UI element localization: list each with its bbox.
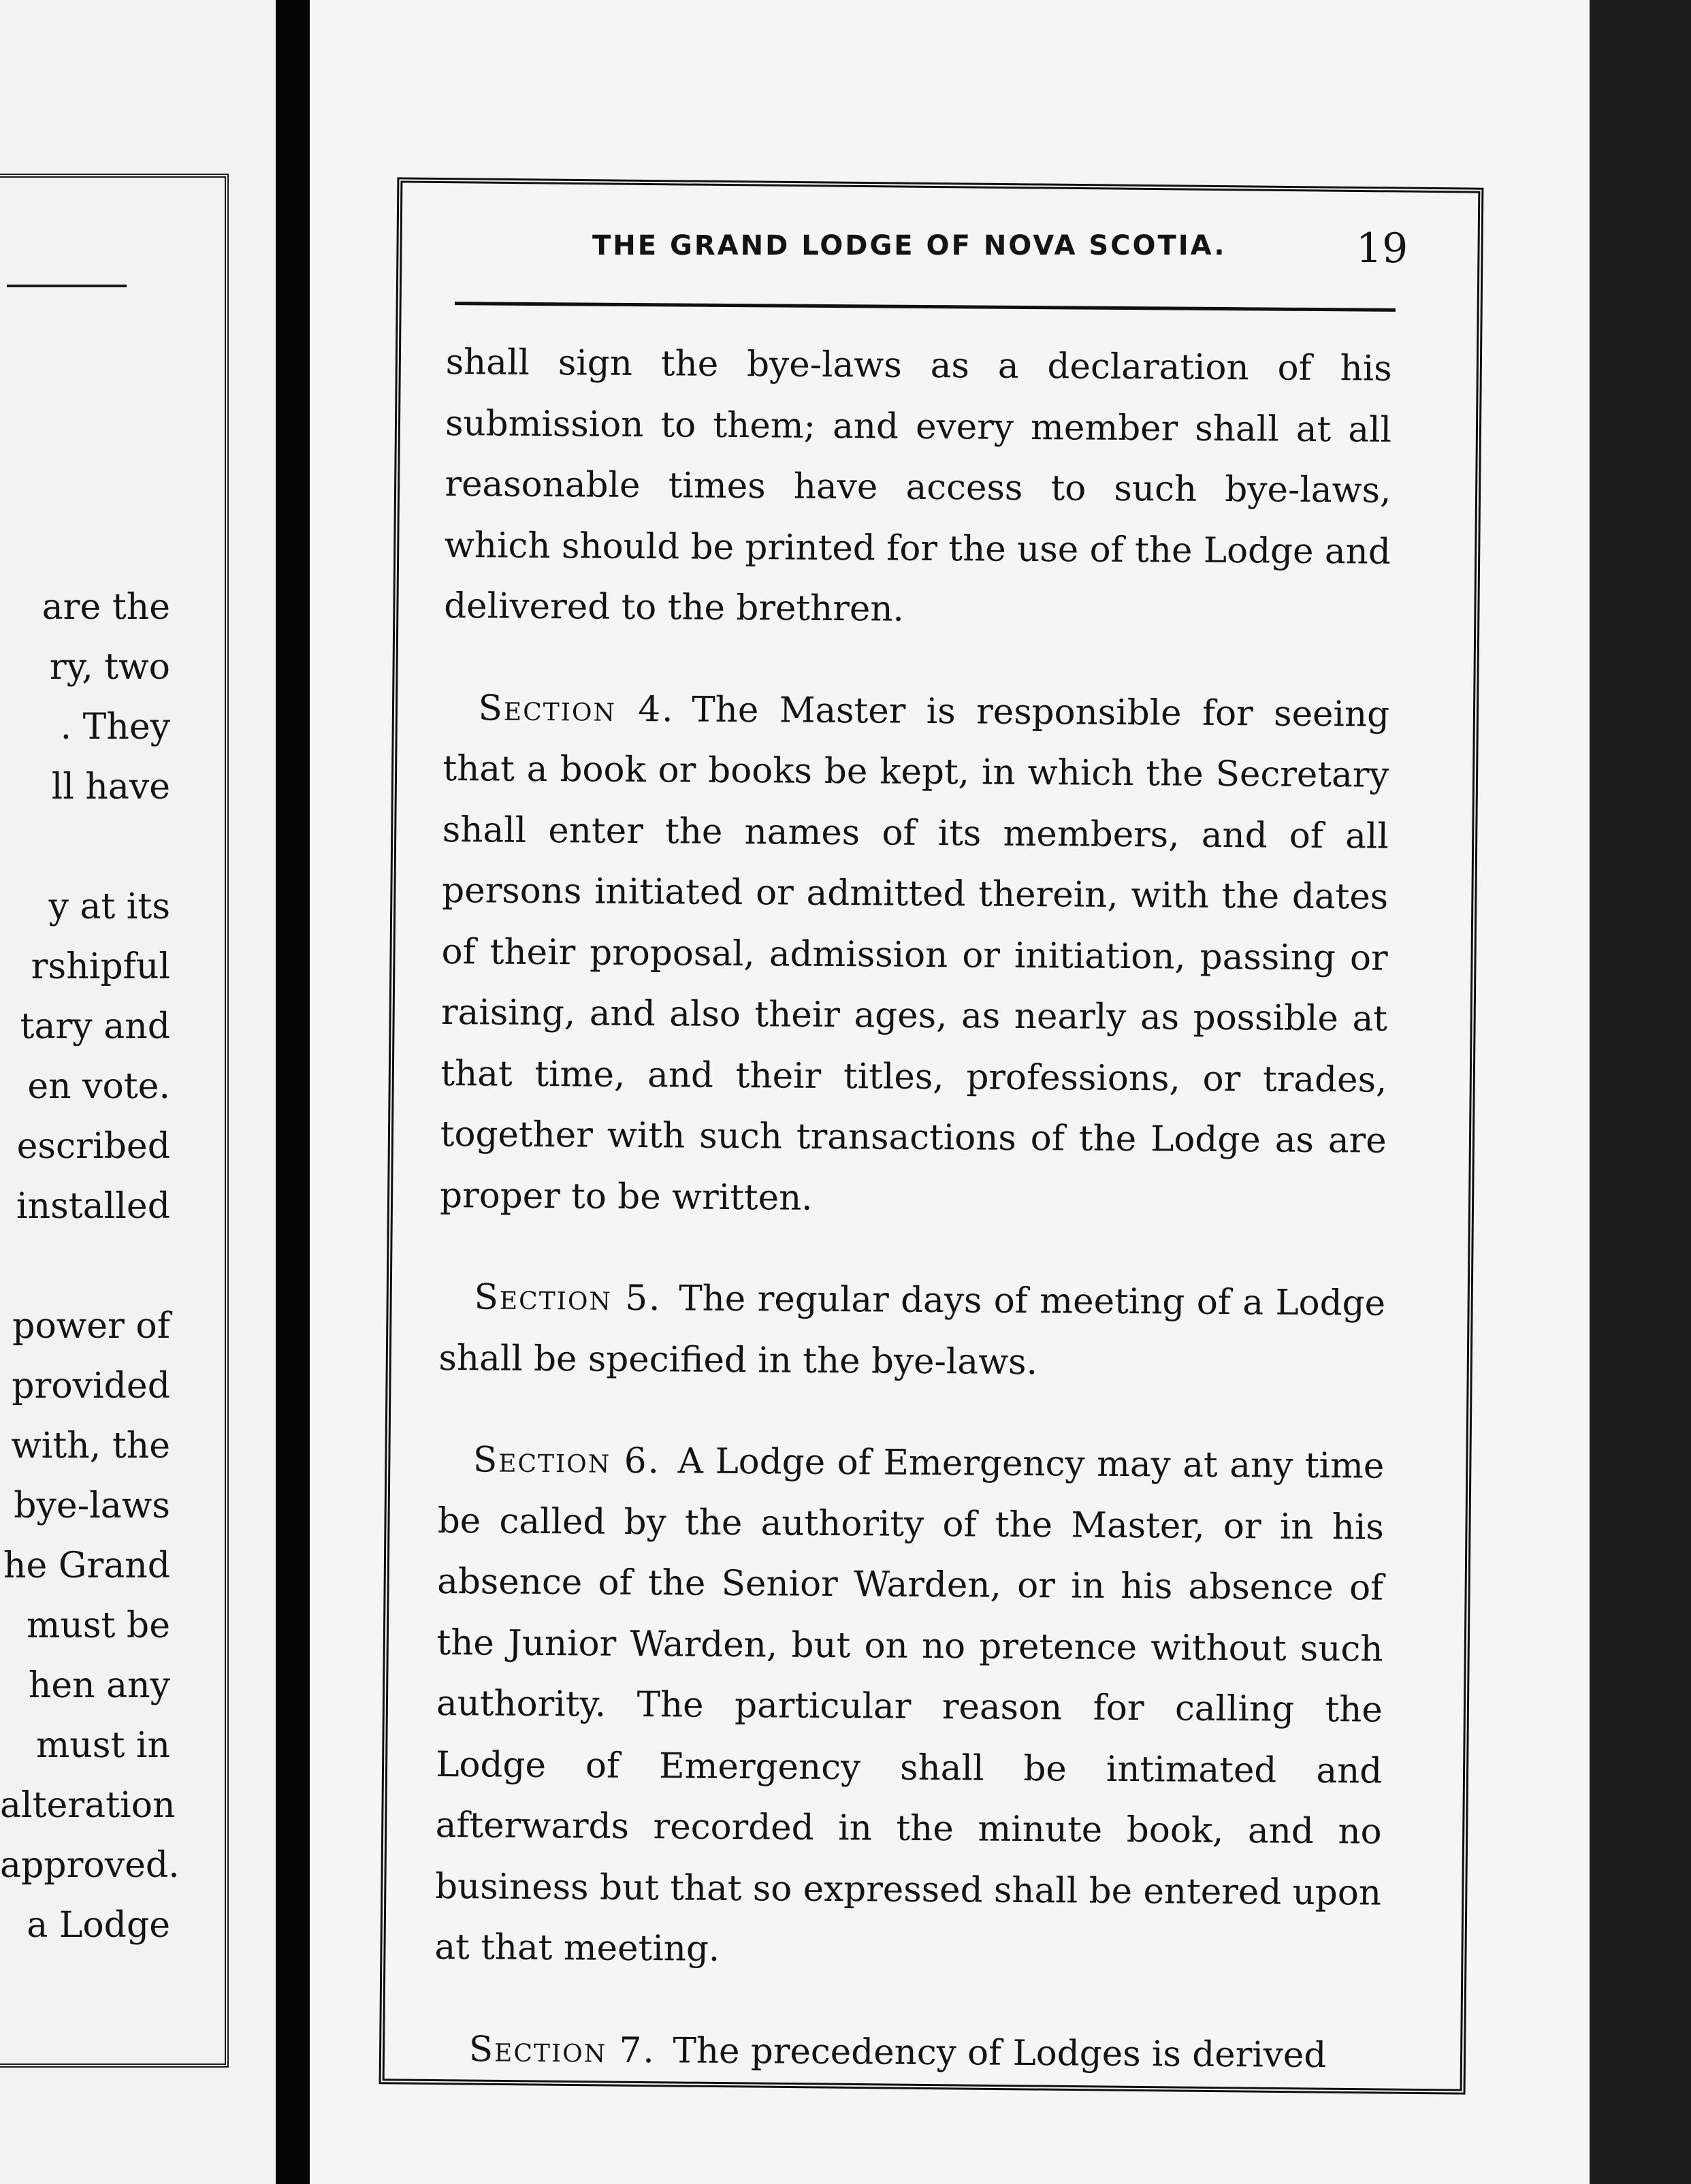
left-page: [0, 0, 276, 2184]
left-page-line: escribed: [16, 1126, 170, 1167]
left-page-line: tary and: [20, 1006, 170, 1047]
left-page-line: he Grand: [3, 1545, 170, 1586]
left-page-line: [0, 1236, 170, 1296]
left-page-line: approved.: [0, 1845, 180, 1886]
left-page-line: rshipful: [31, 946, 170, 987]
left-page-line: y at its: [48, 886, 170, 927]
left-page-line: installed: [16, 1186, 170, 1227]
section-4-paragraph: [440, 677, 1390, 1232]
section-6-label: Section 6.: [472, 1439, 661, 1482]
book-gutter: [276, 0, 310, 2184]
left-page-line: provided: [12, 1366, 170, 1407]
section-5-label: Section 5.: [474, 1276, 662, 1319]
left-page-line: a Lodge: [27, 1905, 170, 1946]
page-number: 19: [1356, 225, 1408, 272]
left-page-line: hen any: [28, 1665, 170, 1706]
section-6-paragraph: [434, 1430, 1385, 1985]
left-page-rule: [7, 285, 127, 287]
section-5-text: The regular days of meeting of a Lodge shall be specified in the bye-laws.: [438, 1278, 1386, 1383]
left-page-line: alteration: [0, 1785, 176, 1826]
left-page-line: en vote.: [27, 1066, 170, 1107]
section-7-paragraph: [434, 2019, 1381, 2086]
paragraph-gap: [443, 637, 1389, 684]
section-4-label: Section 4.: [478, 687, 675, 730]
page-edge-shadow: [1590, 0, 1691, 2184]
paragraph-gap: [438, 1389, 1385, 1436]
left-page-line: ry, two: [49, 647, 170, 688]
section-7-text: The precedency of Lodges is derived: [673, 2029, 1327, 2076]
section-7-label: Section 7.: [468, 2028, 656, 2071]
section-5-paragraph: [438, 1267, 1385, 1396]
left-page-line: are the: [42, 587, 170, 628]
paragraph-gap: [439, 1226, 1385, 1274]
left-page-line: power of: [12, 1306, 170, 1347]
intro-paragraph: shall sign the bye-laws as a declaration of his submission to them; and every member shall at all reasonable times have access to such bye-laws, which should be printed for the use of the Lodge and delivered to the brethren.: [443, 341, 1392, 630]
left-page-text: [0, 577, 180, 1955]
left-page-line: ll have: [51, 767, 170, 807]
section-6-text: A Lodge of Emergency may at any time be called by the authority of the Master, or in his absence of the Senior Warden, or in his absence of the Junior Warden, but on no pretence without such authority. The particular reason for calling the Lodge of Emergency shall be intimated and afterwards recorded in the minute book, and no business but that so expressed shall be entered upon at that meeting.: [434, 1441, 1385, 1970]
left-page-line: [0, 817, 170, 877]
left-page-line: with, the: [11, 1426, 170, 1466]
paragraph-gap: [434, 1978, 1381, 2025]
left-page-line: must in: [35, 1725, 170, 1766]
left-page-line: bye-laws: [14, 1486, 170, 1526]
left-page-line: must be: [27, 1605, 170, 1646]
section-4-text: The Master is responsible for seeing that a book or books be kept, in which the Secretary shall enter the names of its members, and of all persons initiated or admitted therein, with the dates of their proposal, admission or initiation, passing or raising, and also their ages, as nearly as possible at that time, and their titles, professions, or trades, together with such transactions of the Lodge as are proper to be written.: [439, 689, 1390, 1219]
left-page-line: . They: [60, 707, 170, 748]
running-title: THE GRAND LODGE OF NOVA SCOTIA.: [592, 230, 1227, 261]
page-body: [434, 332, 1392, 2087]
